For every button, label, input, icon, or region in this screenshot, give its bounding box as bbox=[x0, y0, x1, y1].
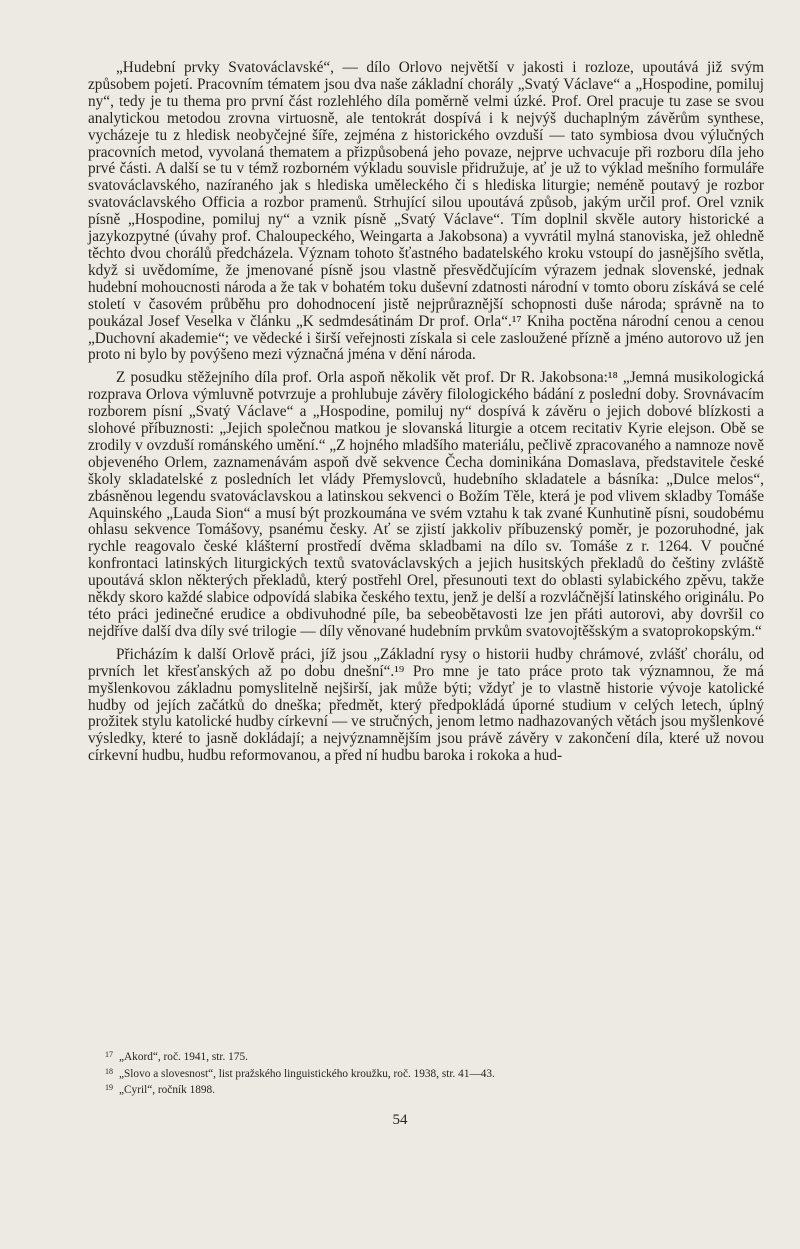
footnote-18 bbox=[105, 1065, 745, 1082]
footnote-text: „Cyril“, ročník 1898. bbox=[119, 1084, 216, 1096]
footnote-number: 18 bbox=[105, 1066, 113, 1076]
footnote-number: 17 bbox=[105, 1050, 113, 1059]
paragraph-1: „Hudební prvky Svatováclavské“, — dílo Orlovo největší v jakosti i rozloze, upoutává již svým způsobem pojetí. Pracovním tématem jsou dva naše základní chorály „Svatý Václave“ a „Hospodine, pomiluj ny“, tedy je tu thema pro první část rozlehlého díla poměrně velmi úzké. Prof. Orel pracuje tu zase se svou analytickou metodou zrovna virtuosně, ale tentokrát dospívá i k nejvýš duchaplným závěrům synthese, vycházeje tu z hledisk neobyčejné šíře, zejména z historického ovzduší — tato symbiosa dvou výlučných pracovních metod, vyvolaná thematem a přizpůsobená jeho povaze, nejprve uchvacuje při rozboru díla jeho prvé části. A další se tu v témž rozborném výkladu souvisle přidružuje, ať je už to výklad mešního formuláře svatováclavského, nazíraného jak s hlediska uměleckého či s hlediska liturgie; neméně poutavý je rozbor svatováclavského Officia a rozbor pramenů. Strhující silou upoutává způsob, jakým určil prof. Orel vznik písně „Hospodine, pomiluj ny“ a vznik písně „Svatý Václave“. Tím doplnil skvěle autory historické a jazykozpytné (úvahy prof. Chaloupeckého, Weingarta a Jakobsona) a vyvrátil mylná stanoviska, jež ohledně těchto dvou chorálů předcházela. Význam tohoto šťastného badatelského kroku vstoupí do jasnějšího světla, když si uvědomíme, že jmenované písně jsou vlastně přesvědčujícím výrazem jednak slovenské, jednak hudební mohoucnosti národa a že tak v bohatém toku duševní zdatnosti národní v tomto oboru získává se celé století v časovém průběhu pro dohodnocení jistě nejprůraznější schopnosti duše národa; správně na to poukázal Josef Veselka v článku „K sedmdesátinám Dr prof. Orla“.¹⁷ Kniha poctěna národní cenou a cenou „Duchovní akademie“; ve vědecké i širší veřejnosti získala si cele zasloužené přízně a jméno autorovo už jen proto ni bylo by povýšeno mezi význačná jména v dění národa. bbox=[88, 59, 764, 364]
paragraph-2: Z posudku stěžejního díla prof. Orla aspoň několik vět prof. Dr R. Jakobsona:¹⁸ „Jemná musikologická rozprava Orlova výmluvně potvrzuje a prohlubuje závěry filologického bádání z poslední doby. Srovnávacím rozborem písní „Svatý Václave“ a „Hospodine, pomiluj ny“ dospívá k závěru o jejich dobové blízkosti a slohové příbuznosti: „Jejich společnou matkou je slovanská liturgie a otcem recitativ Kyrie elejson. Obě se zrodily v ovzduší románského umění.“ „Z hojného mladšího materiálu, pečlivě zpracovaného a namnoze nově objeveného Orlem, zaznamenávám aspoň dvě sekvence Čecha dominikána Domaslava, představitele české školy skladatelské z posledních let vlády Přemyslovců, hudebního skladatele a básníka: „Dulce melos“, zbásněnou legendu svatováclavskou a latinskou sekvenci o Božím Těle, která je pod vlivem skladby Tomáše Aquinského „Lauda Sion“ a musí být prozkoumána ve svém vztahu k tak zvané Kunhutině písni, soudobému ohlasu sekvence Tomášovy, psanému česky. Ať se zjistí jakkoliv příbuzenský poměr, je pozoruhodné, jak rychle reagovalo české klášterní prostředí dvěma skladbami na dílo sv. Tomáše z r. 1264. V poučné konfrontaci latinských liturgických textů svatováclavských a jejich husitských překladů do češtiny zvláště upoutává sklon některých překladů, který postřehl Orel, přesunouti text do oblasti sylabického zpěvu, takže někdy skoro každé slabice odpovídá slabika českého textu, jenž je delší a rozvláčnější latinského originálu. Po této práci jedinečné erudice a obdivuhodné píle, ba sebeobětavosti lze jen přáti autorovi, aby dovršil co nejdříve další dva díly své trilogie — díly věnované hudebním prvkům svatovojtěšským a svatoprokopským.“ bbox=[88, 369, 764, 640]
footnote-17 bbox=[105, 1048, 745, 1065]
footnote-number: 19 bbox=[105, 1083, 113, 1092]
footnote-text: „Slovo a slovesnost“, list pražského linguistického kroužku, roč. 1938, str. 41—43. bbox=[119, 1067, 495, 1080]
paragraph-3: Přicházím k další Orlově práci, jíž jsou „Základní rysy o historii hudby chrámové, zvlášť chorálu, od prvních let křesťanských až po dobu dnešní“.¹⁹ Pro mne je tato práce proto tak významnou, že má myšlenkovou základnu pomyslitelně nejširší, jak může býti; vždyť je to vlastně historie vývoje katolické hudby od jejích začátků do dneška; předmět, který předpokládá úporné studium v celých letech, úplný prožitek stylu katolické hudby církevní — ve stručných, jenom letmo nadhazovaných větách jsou myšlenkové výsledky, které to jasně dokládají; a nejvýznamnějším jsou právě závěry v zakončení díla, které už novou církevní hudbu, hudbu reformovanou, a před ní hudbu baroka i rokoka a hud- bbox=[88, 645, 764, 765]
footnotes bbox=[105, 1048, 745, 1098]
footnote-19 bbox=[105, 1081, 745, 1098]
body-text bbox=[88, 60, 764, 771]
page-number: 54 bbox=[392, 1112, 408, 1128]
footnote-text: „Akord“, roč. 1941, str. 175. bbox=[119, 1051, 248, 1063]
